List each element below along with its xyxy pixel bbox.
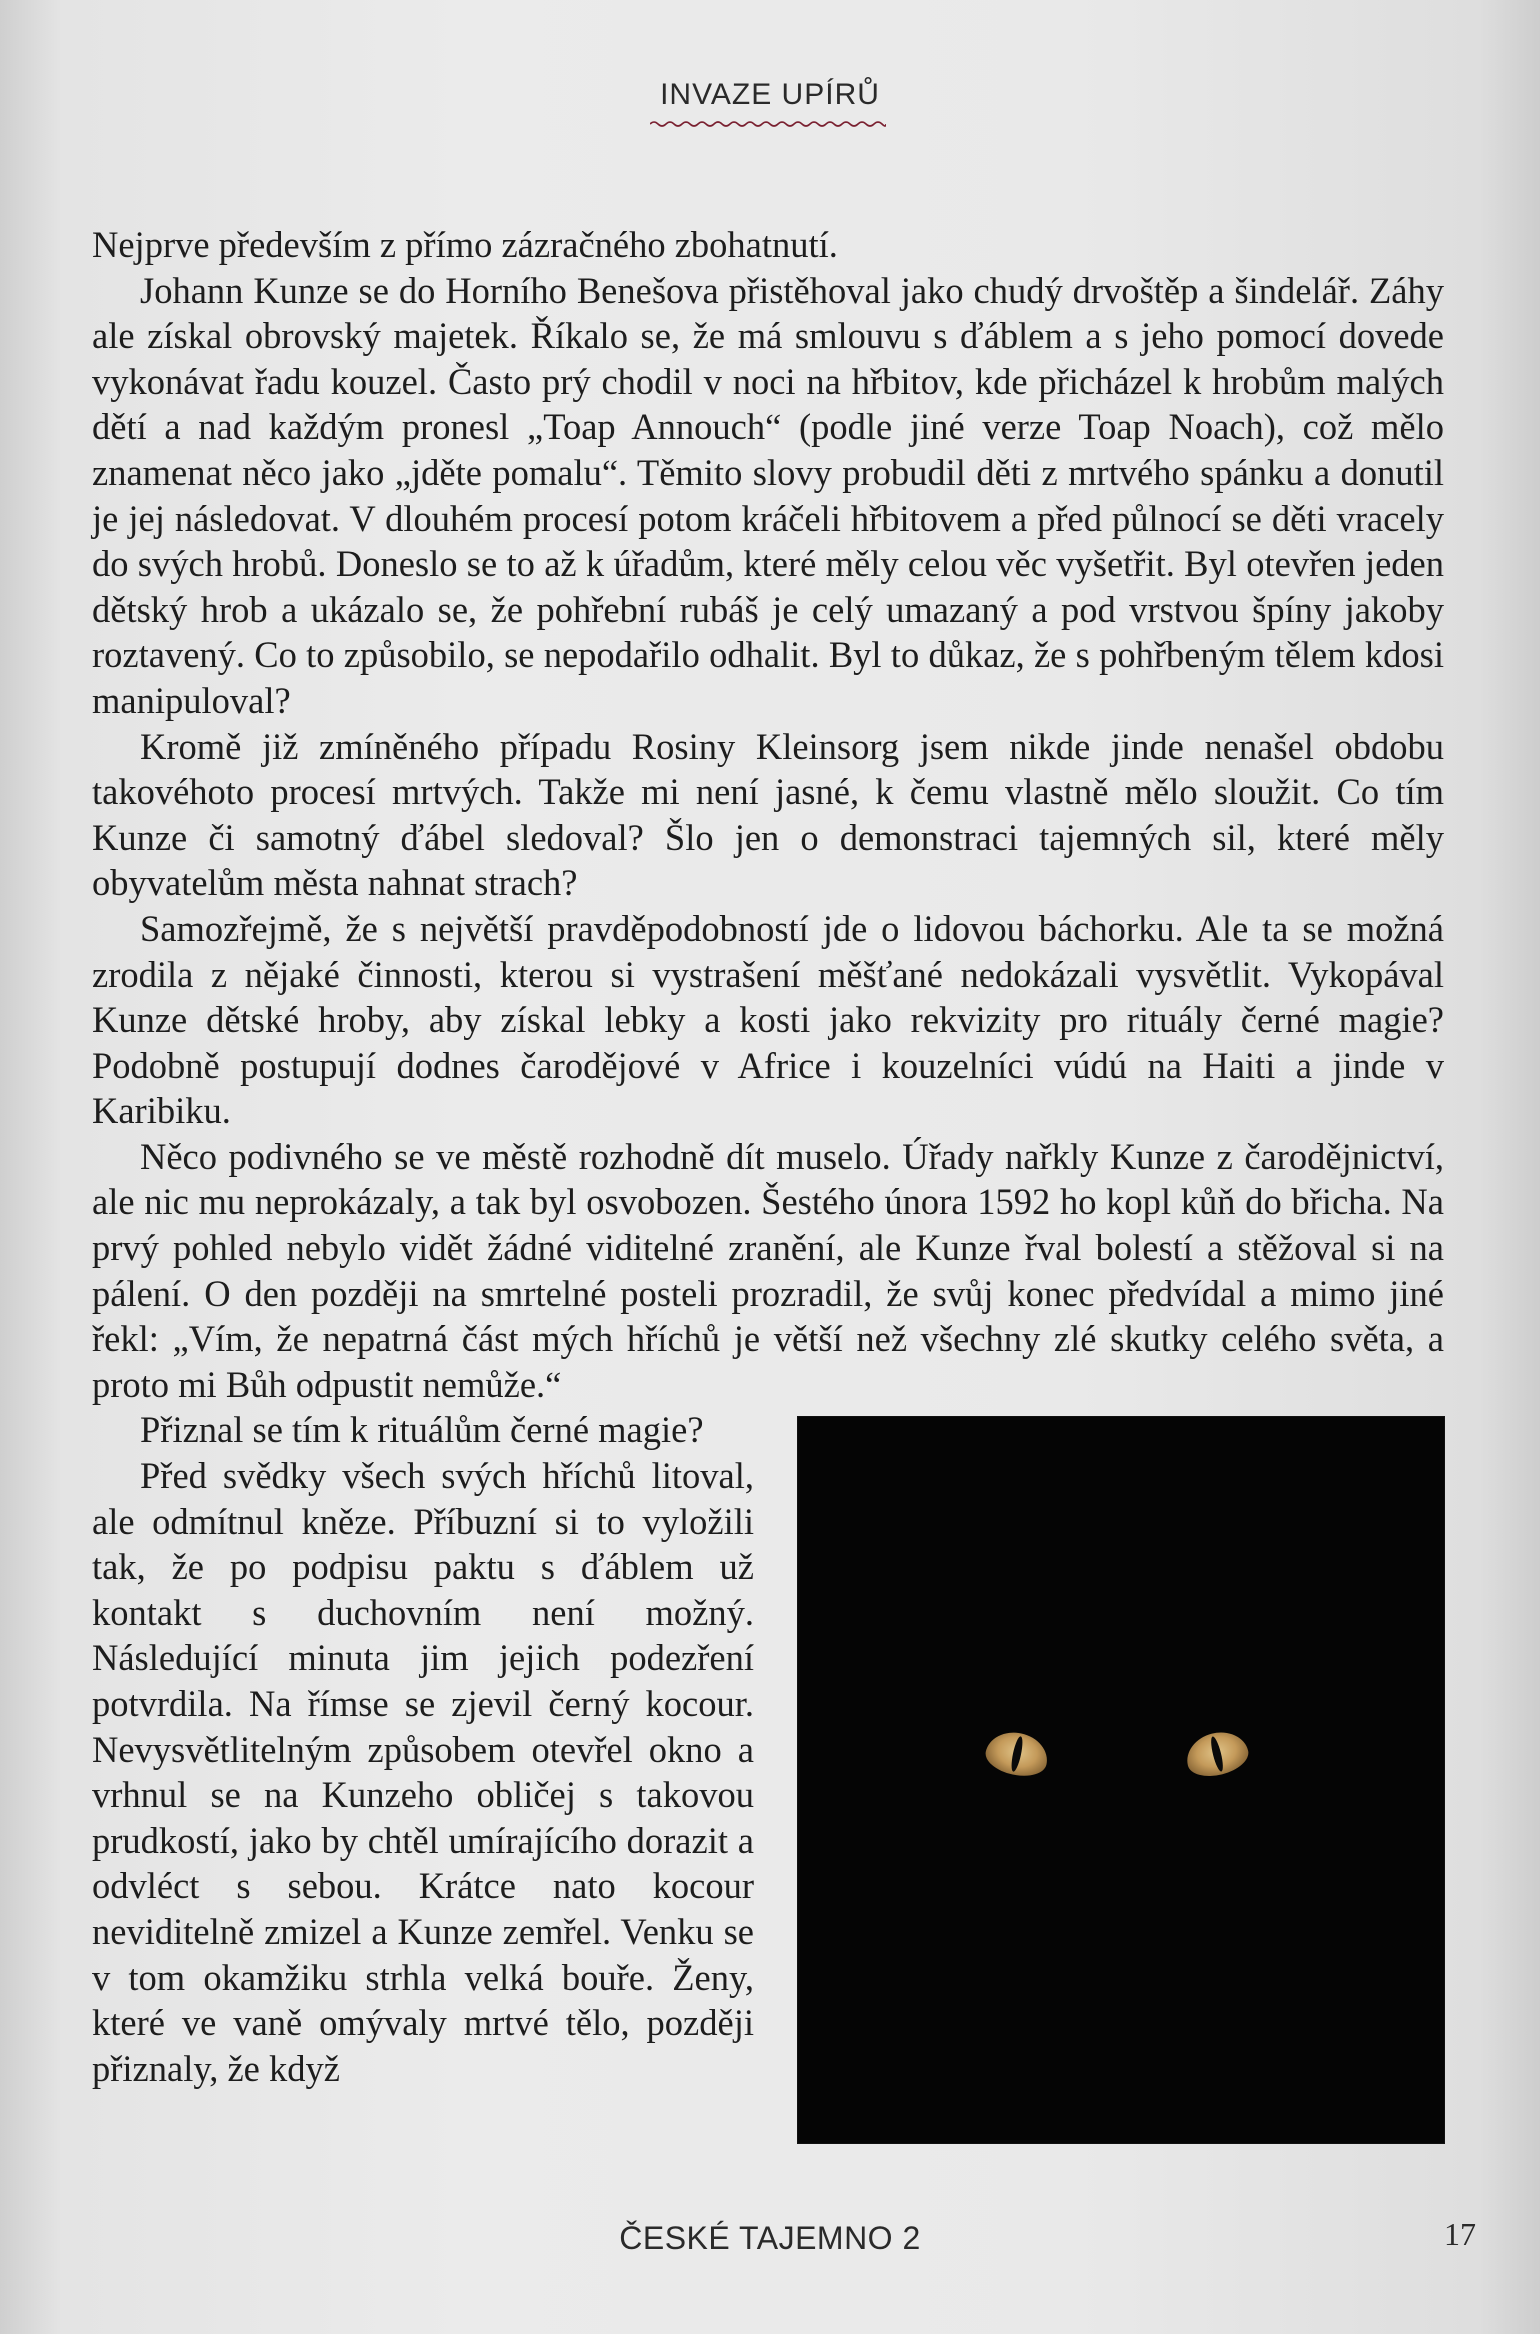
running-title-underline [650,118,886,130]
paragraph: Přiznal se tím k rituálům černé magie? [140,1409,704,1451]
book-title-footer: ČESKÉ TAJEMNO 2 [619,2220,921,2256]
black-cat-photo [798,1417,1444,2143]
page-number: 17 [1444,2216,1476,2252]
running-title: INVAZE UPÍRŮ [660,78,880,111]
paragraph: Samozřejmě, že s největší pravděpodobností jde o lidovou báchorku. Ale ta se možná zrodila z nějaké činnosti, kterou si vystrašení měšťané nedokázali vysvětlit. Vykopával Kunze dětské hroby, aby získal lebky a kosti jako rekvizity pro rituály černé magie? Podobně postupují dodnes čarodějové v Africe i kouzelníci vúdú na Haiti a jinde v Karibiku. [92,907,1444,1132]
paragraph: Nejprve především z přímo zázračného zbohatnutí. [92,224,838,265]
paragraph: Johann Kunze se do Horního Benešova přistěhoval jako chudý drvoštěp a šindelář. Záhy ale získal obrovský majetek. Říkalo se, že má smlouvu s ďáblem a s jeho pomocí dovede vykonávat řadu kouzel. Často prý chodil v noci na hřbitov, kde přicházel k hrobům malých dětí a nad každým pronesl „Toap Annouch“ (podle jiné verze Toap Noach), což mělo znamenat něco jako „jděte pomalu“. Těmito slovy probudil děti z mrtvého spánku a donutil je jej následovat. V dlouhém procesí potom kráčeli hřbitovem a před půlnocí se děti vracely do svých hrobů. Doneslo se to až k úřadům, které měly celou věc vyšetřit. Byl otevřen jeden dětský hrob a ukázalo se, že pohřební rubáš je celý umazaný a pod vrstvou špíny jakoby roztavený. Co to způsobilo, se nepodařilo odhalit. Byl to důkaz, že s pohřbeným tělem kdosi manipuloval? [92,269,1444,721]
body-text [92,222,1444,2143]
paragraph: Kromě již zmíněného případu Rosiny Kleinsorg jsem nikde jinde nenašel obdobu takovéhoto procesí mrtvých. Takže mi není jasné, k čemu vlastně mělo sloužit. Co tím Kunze či samotný ďábel sledoval? Šlo jen o demonstraci tajemných sil, které měly obyvatelům města nahnat strach? [92,725,1444,904]
cat-eye-right-icon [1182,1727,1252,1783]
paragraph: Něco podivného se ve městě rozhodně dít muselo. Úřady nařkly Kunze z čarodějnictví, ale nic mu neprokázaly, a tak byl osvobozen. Šestého února 1592 ho kopl kůň do břicha. Na prvý pohled nebylo vidět žádné viditelné zranění, ale Kunze řval bolestí a stěžoval si na pálení. O den později na smrtelné posteli prozradil, že svůj konec předvídal a mimo jiné řekl: „Vím, že nepatrná část mých hříchů je větší než všechny zlé skutky celého světa, a proto mi Bůh odpustit nemůže.“ [92,1135,1444,1405]
paragraph: Před svědky všech svých hříchů litoval, ale odmítnul kněze. Příbuzní si to vyložili tak, že po podpisu paktu s ďáblem už kontakt s duchovním není možný. Následující minuta jim jejich podezření potvrdila. Na římse se zjevil černý kocour. Nevysvětlitelným způsobem otevřel okno a vrhnul se na Kunzeho obličej s takovou prudkostí, jako by chtěl umírajícího dorazit a odvléct s sebou. Krátce nato kocour neviditelně zmizel a Kunze zemřel. Venku se v tom okamžiku strhla velká bouře. Ženy, které ve vaně omývaly mrtvé tělo, později přiznaly, že když [92,1455,754,2089]
cat-eye-left-icon [982,1727,1051,1781]
